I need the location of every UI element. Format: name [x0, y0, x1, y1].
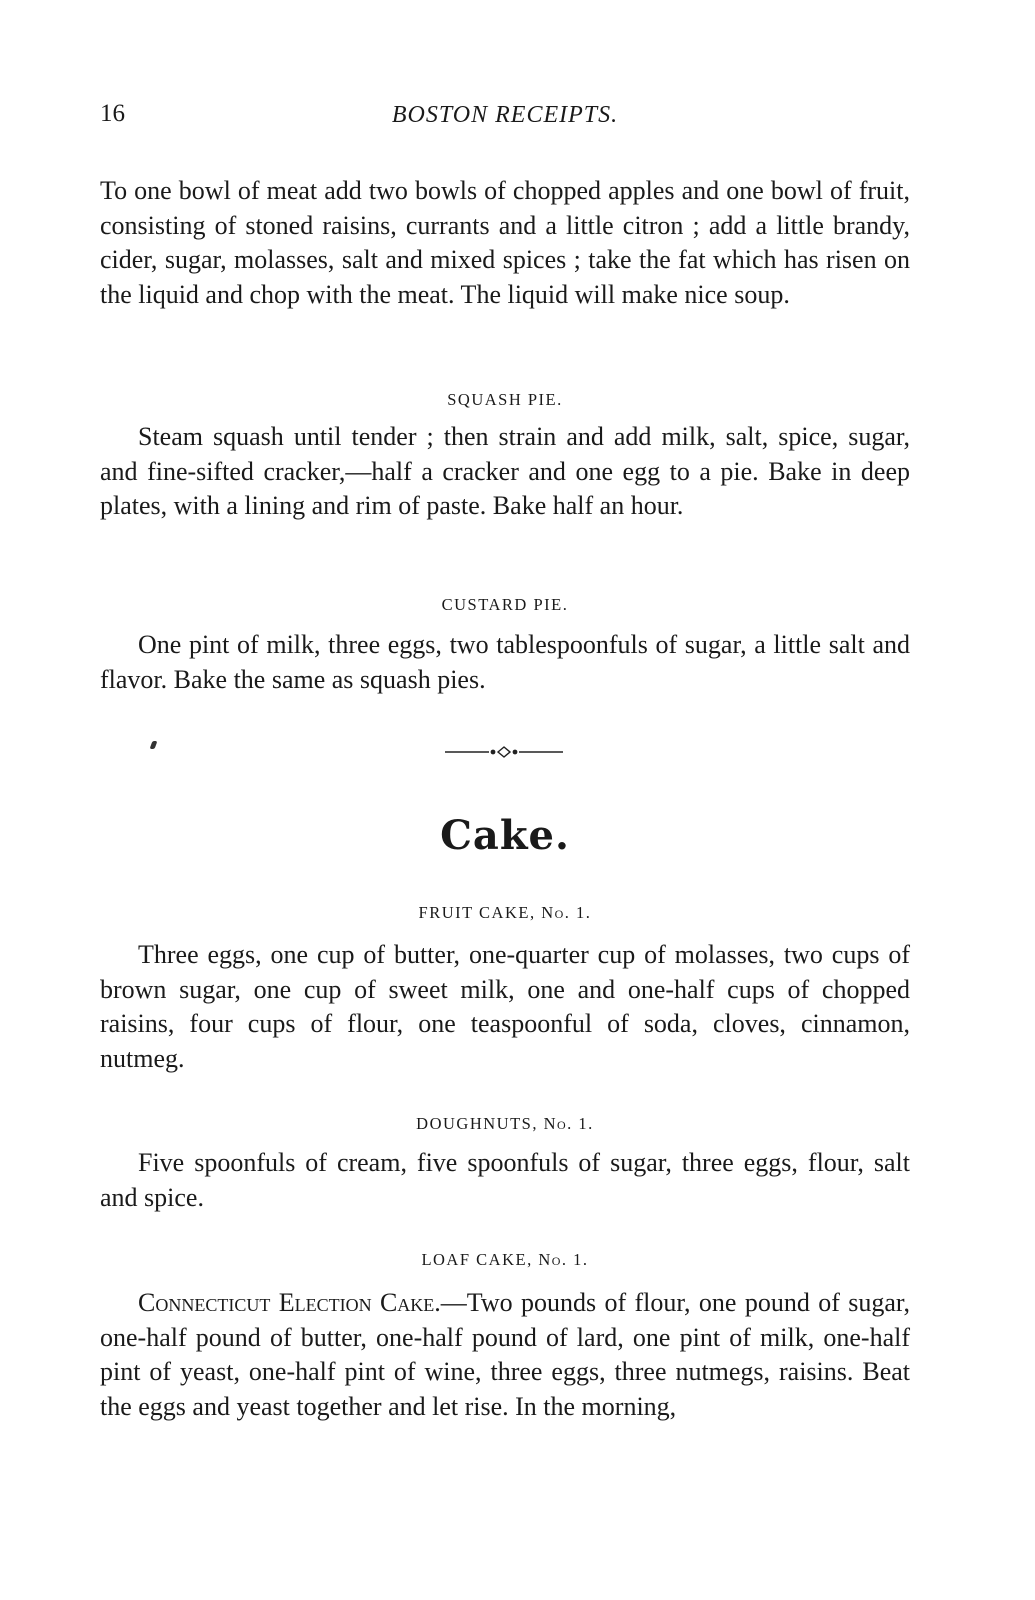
- page-number: 16: [100, 100, 125, 127]
- running-head: [100, 100, 910, 140]
- fruit-cake-heading: [100, 903, 910, 923]
- fruit-cake-title: FRUIT CAKE,: [418, 903, 536, 922]
- doughnuts-number: No. 1.: [543, 1114, 594, 1133]
- doughnuts-title: DOUGHNUTS,: [416, 1114, 538, 1133]
- loaf-cake-title: LOAF CAKE,: [421, 1250, 533, 1269]
- ornamental-rule: [445, 744, 563, 760]
- custard-pie-paragraph: One pint of milk, three eggs, two tablespoonfuls of sugar, a little salt and flavor. Bake the same as squash pies.: [100, 630, 910, 694]
- loaf-cake-heading: [100, 1250, 910, 1270]
- custard-pie-heading: CUSTARD PIE.: [441, 595, 569, 614]
- loaf-cake-text: —Two pounds of flour, one pound of sugar, one-half pound of butter, one-half pound of lard, one pint of milk, one-half pint of yeast, one-half pint of wine, three eggs, three nutmegs, raisins. Beat the eggs and yeast together and let rise. In the morning,: [100, 1288, 910, 1421]
- loaf-cake-paragraph: [100, 1286, 910, 1424]
- fruit-cake-number: No. 1.: [541, 903, 592, 922]
- doughnuts-heading: [100, 1114, 910, 1134]
- mincemeat-continued-paragraph: To one bowl of meat add two bowls of chopped apples and one bowl of fruit, consisting of stoned raisins, currants and a little citron ; add a little brandy, cider, sugar, molasses, salt and mixed spices ; take the fat which has risen on the liquid and chop with the meat. The liquid will make nice soup.: [100, 176, 910, 309]
- loaf-cake-number: No. 1.: [538, 1250, 589, 1269]
- doughnuts-paragraph: Five spoonfuls of cream, five spoonfuls of sugar, three eggs, flour, salt and spice.: [100, 1148, 910, 1212]
- loaf-cake-lead: Connecticut Election Cake.: [138, 1288, 441, 1317]
- running-title: BOSTON RECEIPTS.: [391, 102, 619, 128]
- print-speck: [150, 741, 158, 749]
- fruit-cake-paragraph: Three eggs, one cup of butter, one-quarter cup of molasses, two cups of brown sugar, one cup of sweet milk, one and one-half cups of chopped raisins, four cups of flour, one teaspoonful of soda, cloves, cinnamon, nutmeg.: [100, 940, 910, 1073]
- squash-pie-heading: SQUASH PIE.: [447, 390, 563, 409]
- cake-section-title: Cake.: [440, 812, 570, 859]
- squash-pie-paragraph: Steam squash until tender ; then strain and add milk, salt, spice, sugar, and fine-sifted cracker,—half a cracker and one egg to a pie. Bake in deep plates, with a lining and rim of paste. Bake half an hour.: [100, 422, 910, 520]
